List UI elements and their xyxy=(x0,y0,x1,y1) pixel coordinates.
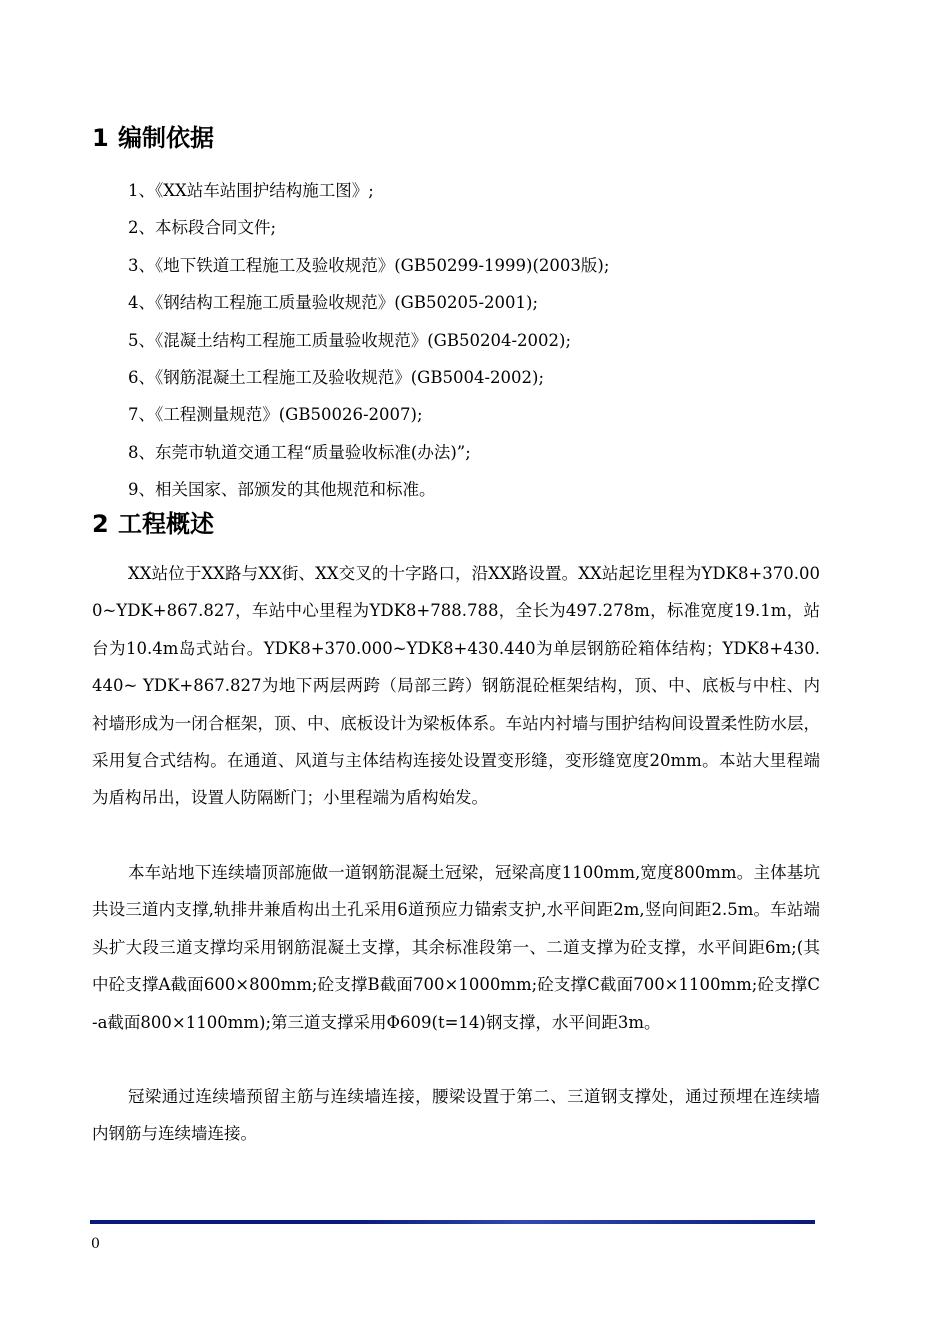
list-item: 9、相关国家、部颁发的其他规范和标准。 xyxy=(128,480,436,500)
overview-paragraph: 冠梁通过连续墙预留主筋与连续墙连接，腰梁设置于第二、三道钢支撑处，通过预埋在连续墙内钢筋与连续墙连接。 xyxy=(92,1087,820,1144)
overview-paragraph: XX站位于XX路与XX街、XX交叉的十字路口，沿XX路设置。XX站起讫里程为YDK8+370.000~YDK+867.827，车站中心里程为YDK8+788.788，全长为497.278m，标准宽度19.1m，站台为10.4m岛式站台。YDK8+370.000~YDK8+430.440为单层钢筋砼箱体结构；YDK8+430.440~ YDK+867.827为地下两层两跨（局部三跨）钢筋混砼框架结构，顶、中、底板与中柱、内衬墙形成为一闭合框架，顶、中、底板设计为梁板体系。车站内衬墙与围护结构间设置柔性防水层，采用复合式结构。在通道、风道与主体结构连接处设置变形缝，变形缝宽度20mm。本站大里程端为盾构吊出，设置人防隔断门；小里程端为盾构始发。 xyxy=(92,564,820,808)
list-item: 5、《混凝土结构工程施工质量验收规范》(GB50204-2002); xyxy=(128,330,572,350)
list-item: 2、本标段合同文件; xyxy=(128,218,277,238)
section-number: 1 xyxy=(92,124,109,152)
list-item: 7、《工程测量规范》(GB50026-2007); xyxy=(128,405,423,425)
page-number: 0 xyxy=(91,1236,100,1252)
basis-list xyxy=(128,172,609,509)
list-item: 8、东莞市轨道交通工程“质量验收标准(办法)”; xyxy=(128,442,471,462)
list-item: 4、《钢结构工程施工质量验收规范》(GB50205-2001); xyxy=(128,293,539,313)
section-number: 2 xyxy=(92,510,109,538)
section-title: 工程概述 xyxy=(118,510,214,538)
section-heading-basis xyxy=(92,123,214,153)
section-title: 编制依据 xyxy=(118,124,214,152)
section-heading-overview xyxy=(92,509,214,539)
list-item: 1、《XX站车站围护结构施工图》; xyxy=(128,181,374,200)
list-item: 3、《地下铁道工程施工及验收规范》(GB50299-1999)(2003版); xyxy=(128,255,610,275)
overview-paragraph: 本车站地下连续墙顶部施做一道钢筋混凝土冠梁，冠梁高度1100mm,宽度800mm。主体基坑共设三道内支撑,轨排井兼盾构出土孔采用6道预应力锚索支护,水平间距2m,竖向间距2.5m。车站端头扩大段三道支撑均采用钢筋混凝土支撑，其余标准段第一、二道支撑为砼支撑，水平间距6m;(其中砼支撑A截面600×800mm;砼支撑B截面700×1000mm;砼支撑C截面700×1100mm;砼支撑C-a截面800×1100mm);第三道支撑采用Φ609(t=14)钢支撑，水平间距3m。 xyxy=(92,863,820,1032)
footer-divider xyxy=(90,1220,815,1224)
list-item: 6、《钢筋混凝土工程施工及验收规范》(GB5004-2002); xyxy=(128,367,545,387)
